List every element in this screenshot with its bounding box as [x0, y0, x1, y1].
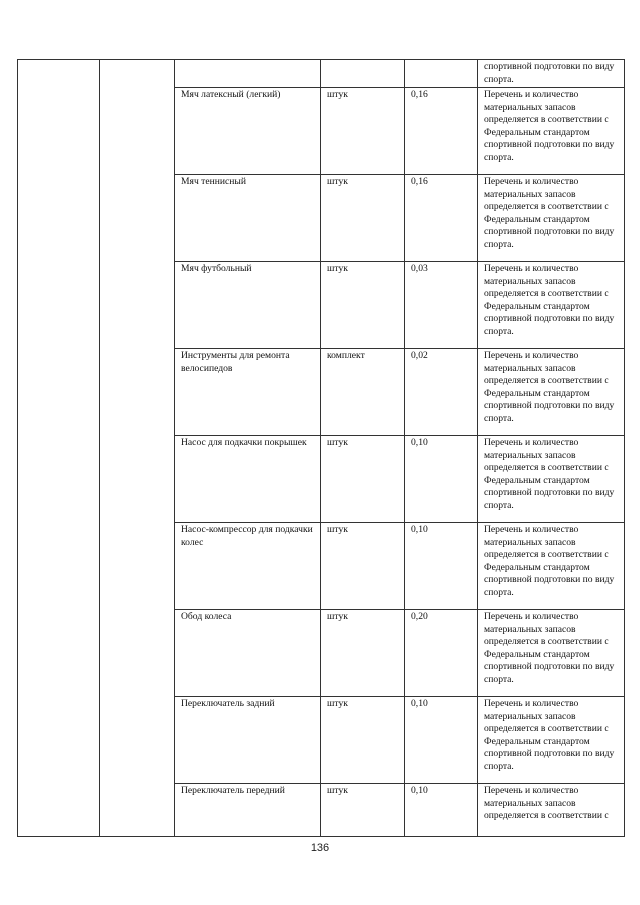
- unit-cell: штук: [321, 697, 405, 784]
- unit-cell: [321, 60, 405, 88]
- quantity-cell: 0,10: [405, 697, 478, 784]
- condition-cell: спортивной подготовки по виду спорта.: [478, 60, 625, 88]
- condition-cell: Перечень и количество материальных запасов определяется в соответствии с Федеральным стандартом спортивной подготовки по виду спорта.: [478, 610, 625, 697]
- quantity-cell: 0,20: [405, 610, 478, 697]
- condition-cell: Перечень и количество материальных запасов определяется в соответствии с Федеральным стандартом спортивной подготовки по виду спорта.: [478, 436, 625, 523]
- condition-cell: Перечень и количество материальных запасов определяется в соответствии с Федеральным стандартом спортивной подготовки по виду спорта.: [478, 523, 625, 610]
- item-name-cell: Насос-компрессор для подкачки колес: [175, 523, 321, 610]
- condition-cell: Перечень и количество материальных запасов определяется в соответствии с Федеральным стандартом спортивной подготовки по виду спорта.: [478, 697, 625, 784]
- unit-cell: штук: [321, 784, 405, 837]
- quantity-cell: 0,10: [405, 523, 478, 610]
- item-name-cell: [175, 60, 321, 88]
- quantity-cell: [405, 60, 478, 88]
- unit-cell: штук: [321, 262, 405, 349]
- item-name-cell: Насос для подкачки покрышек: [175, 436, 321, 523]
- quantity-cell: 0,10: [405, 436, 478, 523]
- quantity-cell: 0,03: [405, 262, 478, 349]
- merged-cell-left: [18, 60, 100, 837]
- condition-cell: Перечень и количество материальных запасов определяется в соответствии с Федеральным стандартом спортивной подготовки по виду спорта.: [478, 262, 625, 349]
- item-name-cell: Переключатель задний: [175, 697, 321, 784]
- unit-cell: штук: [321, 523, 405, 610]
- unit-cell: комплект: [321, 349, 405, 436]
- materials-table: [17, 59, 625, 837]
- item-name-cell: Инструменты для ремонта велосипедов: [175, 349, 321, 436]
- unit-cell: штук: [321, 436, 405, 523]
- condition-cell: Перечень и количество материальных запасов определяется в соответствии с Федеральным стандартом спортивной подготовки по виду спорта.: [478, 175, 625, 262]
- table-row: [18, 60, 625, 88]
- quantity-cell: 0,16: [405, 88, 478, 175]
- quantity-cell: 0,02: [405, 349, 478, 436]
- unit-cell: штук: [321, 88, 405, 175]
- unit-cell: штук: [321, 610, 405, 697]
- quantity-cell: 0,16: [405, 175, 478, 262]
- condition-cell: Перечень и количество материальных запасов определяется в соответствии с Федеральным стандартом спортивной подготовки по виду спорта.: [478, 88, 625, 175]
- page-number: 136: [310, 842, 330, 854]
- unit-cell: штук: [321, 175, 405, 262]
- quantity-cell: 0,10: [405, 784, 478, 837]
- item-name-cell: Мяч теннисный: [175, 175, 321, 262]
- item-name-cell: Мяч футбольный: [175, 262, 321, 349]
- item-name-cell: Мяч латексный (легкий): [175, 88, 321, 175]
- item-name-cell: Обод колеса: [175, 610, 321, 697]
- condition-cell: Перечень и количество материальных запасов определяется в соответствии с: [478, 784, 625, 837]
- item-name-cell: Переключатель передний: [175, 784, 321, 837]
- merged-cell-second: [100, 60, 175, 837]
- condition-cell: Перечень и количество материальных запасов определяется в соответствии с Федеральным стандартом спортивной подготовки по виду спорта.: [478, 349, 625, 436]
